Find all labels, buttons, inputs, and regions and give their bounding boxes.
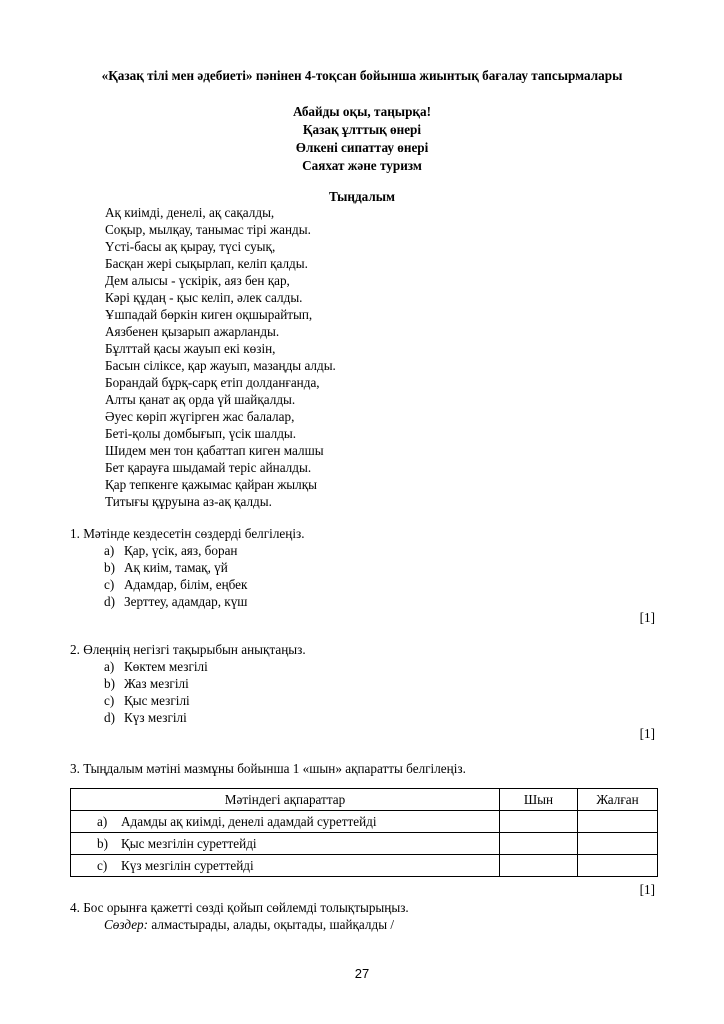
option-text: Күз мезгілі: [124, 710, 187, 725]
option-letter: d): [104, 594, 115, 609]
poem-line: Титығы құруына аз-ақ қалды.: [105, 494, 272, 509]
question-4-prompt: 4. Бос орынға қажетті сөзді қойып сөйлемді толықтырыңыз.: [70, 900, 409, 915]
poem-line: Беті-қолы домбығып, үсік шалды.: [105, 426, 297, 441]
false-cell[interactable]: [578, 833, 658, 855]
column-header-false: Жалған: [578, 789, 658, 811]
column-header-info: Мәтіндегі ақпараттар: [71, 789, 500, 811]
question-2-option-c[interactable]: [104, 693, 190, 709]
question-1-option-c[interactable]: [104, 577, 247, 593]
document-title: «Қазақ тілі мен әдебиеті» пәнінен 4-тоқсан бойынша жиынтық бағалау тапсырмалары: [101, 68, 623, 83]
question-2-mark: [1]: [639, 726, 655, 741]
poem-line: Бет қарауға шыдамай теріс айналды.: [105, 460, 312, 475]
table-header-row: [71, 789, 658, 811]
column-header-true: Шын: [500, 789, 578, 811]
option-text: Қар, үсік, аяз, боран: [124, 543, 238, 558]
poem-line: Борандай бұрқ-сарқ етіп долданғанда,: [105, 375, 320, 390]
statement-cell: [71, 811, 500, 833]
question-1-option-b[interactable]: [104, 560, 228, 576]
poem-line: Ақ киімді, денелі, ақ сақалды,: [105, 205, 275, 220]
question-3-prompt: 3. Тыңдалым мәтіні мазмұны бойынша 1 «шын» ақпаратты белгілеңіз.: [70, 761, 466, 776]
topic-2: Қазақ ұлттық өнері: [302, 122, 422, 137]
option-text: Қыс мезгілі: [124, 693, 190, 708]
poem-line: Аязбенен қызарып ажарланды.: [105, 324, 280, 339]
option-text: Көктем мезгілі: [124, 659, 208, 674]
table-row: [71, 833, 658, 855]
row-text: Күз мезгілін суреттейді: [121, 857, 254, 873]
row-text: Адамды ақ киімді, денелі адамдай суреттейді: [121, 813, 377, 829]
topic-1: Абайды оқы, таңырқа!: [292, 104, 432, 119]
question-1-option-d[interactable]: [104, 594, 247, 610]
poem-line: Қар тепкенге қажымас қайран жылқы: [105, 477, 318, 492]
poem-line: Ұшпадай бөркін киген оқшырайтып,: [105, 307, 313, 322]
statement-cell: [71, 855, 500, 877]
table-row: [71, 855, 658, 877]
question-1-option-a[interactable]: [104, 543, 237, 559]
statement-cell: [71, 833, 500, 855]
page-number: 27: [354, 966, 370, 981]
poem-line: Алты қанат ақ орда үй шайқалды.: [105, 392, 296, 407]
question-2-option-b[interactable]: [104, 676, 189, 692]
option-text: Зерттеу, адамдар, күш: [124, 594, 248, 609]
words-list: алмастырады, алады, оқытады, шайқалды /: [151, 917, 395, 932]
option-text: Адамдар, білім, еңбек: [124, 577, 248, 592]
option-letter: a): [104, 659, 115, 674]
question-1-prompt: 1. Мәтінде кездесетін сөздерді белгілеңіз.: [70, 526, 305, 541]
option-text: Ақ киім, тамақ, үй: [124, 560, 228, 575]
true-cell[interactable]: [500, 855, 578, 877]
row-text: Қыс мезгілін суреттейді: [121, 835, 257, 851]
row-letter: c): [97, 857, 108, 873]
words-label: Сөздер:: [104, 917, 149, 932]
true-cell[interactable]: [500, 833, 578, 855]
poem-line: Шидем мен тон қабаттап киген малшы: [105, 443, 324, 458]
option-letter: c): [104, 693, 115, 708]
question-1-mark: [1]: [639, 610, 655, 625]
poem-line: Үсті-басы ақ қырау, түсі суық,: [105, 239, 276, 254]
poem-line: Кәрі құдаң - қыс келіп, әлек салды.: [105, 290, 303, 305]
section-title: Тыңдалым: [328, 189, 396, 204]
true-false-table: [70, 788, 658, 877]
false-cell[interactable]: [578, 855, 658, 877]
poem-line: Басын сіліксе, қар жауып, мазаңды алды.: [105, 358, 336, 373]
row-letter: b): [97, 835, 108, 851]
question-2-option-d[interactable]: [104, 710, 187, 726]
question-2-option-a[interactable]: [104, 659, 208, 675]
question-2-prompt: 2. Өлеңнің негізгі тақырыбын анықтаңыз.: [70, 642, 306, 657]
table-row: [71, 811, 658, 833]
question-4-words: [104, 917, 394, 933]
row-letter: a): [97, 813, 108, 829]
option-letter: c): [104, 577, 115, 592]
option-letter: a): [104, 543, 115, 558]
poem-line: Соқыр, мылқау, танымас тірі жанды.: [105, 222, 311, 237]
option-letter: d): [104, 710, 115, 725]
false-cell[interactable]: [578, 811, 658, 833]
poem-line: Басқан жері сықырлап, келіп қалды.: [105, 256, 308, 271]
poem-line: Бұлттай қасы жауып екі көзін,: [105, 341, 276, 356]
poem-line: Дем алысы - үскірік, аяз бен қар,: [105, 273, 290, 288]
topic-4: Саяхат және туризм: [302, 158, 422, 173]
true-cell[interactable]: [500, 811, 578, 833]
option-letter: b): [104, 676, 115, 691]
question-3-mark: [1]: [639, 882, 655, 897]
option-letter: b): [104, 560, 115, 575]
topic-3: Өлкені сипаттау өнері: [295, 140, 429, 155]
poem-line: Әуес көріп жүгірген жас балалар,: [105, 409, 295, 424]
option-text: Жаз мезгілі: [124, 676, 189, 691]
